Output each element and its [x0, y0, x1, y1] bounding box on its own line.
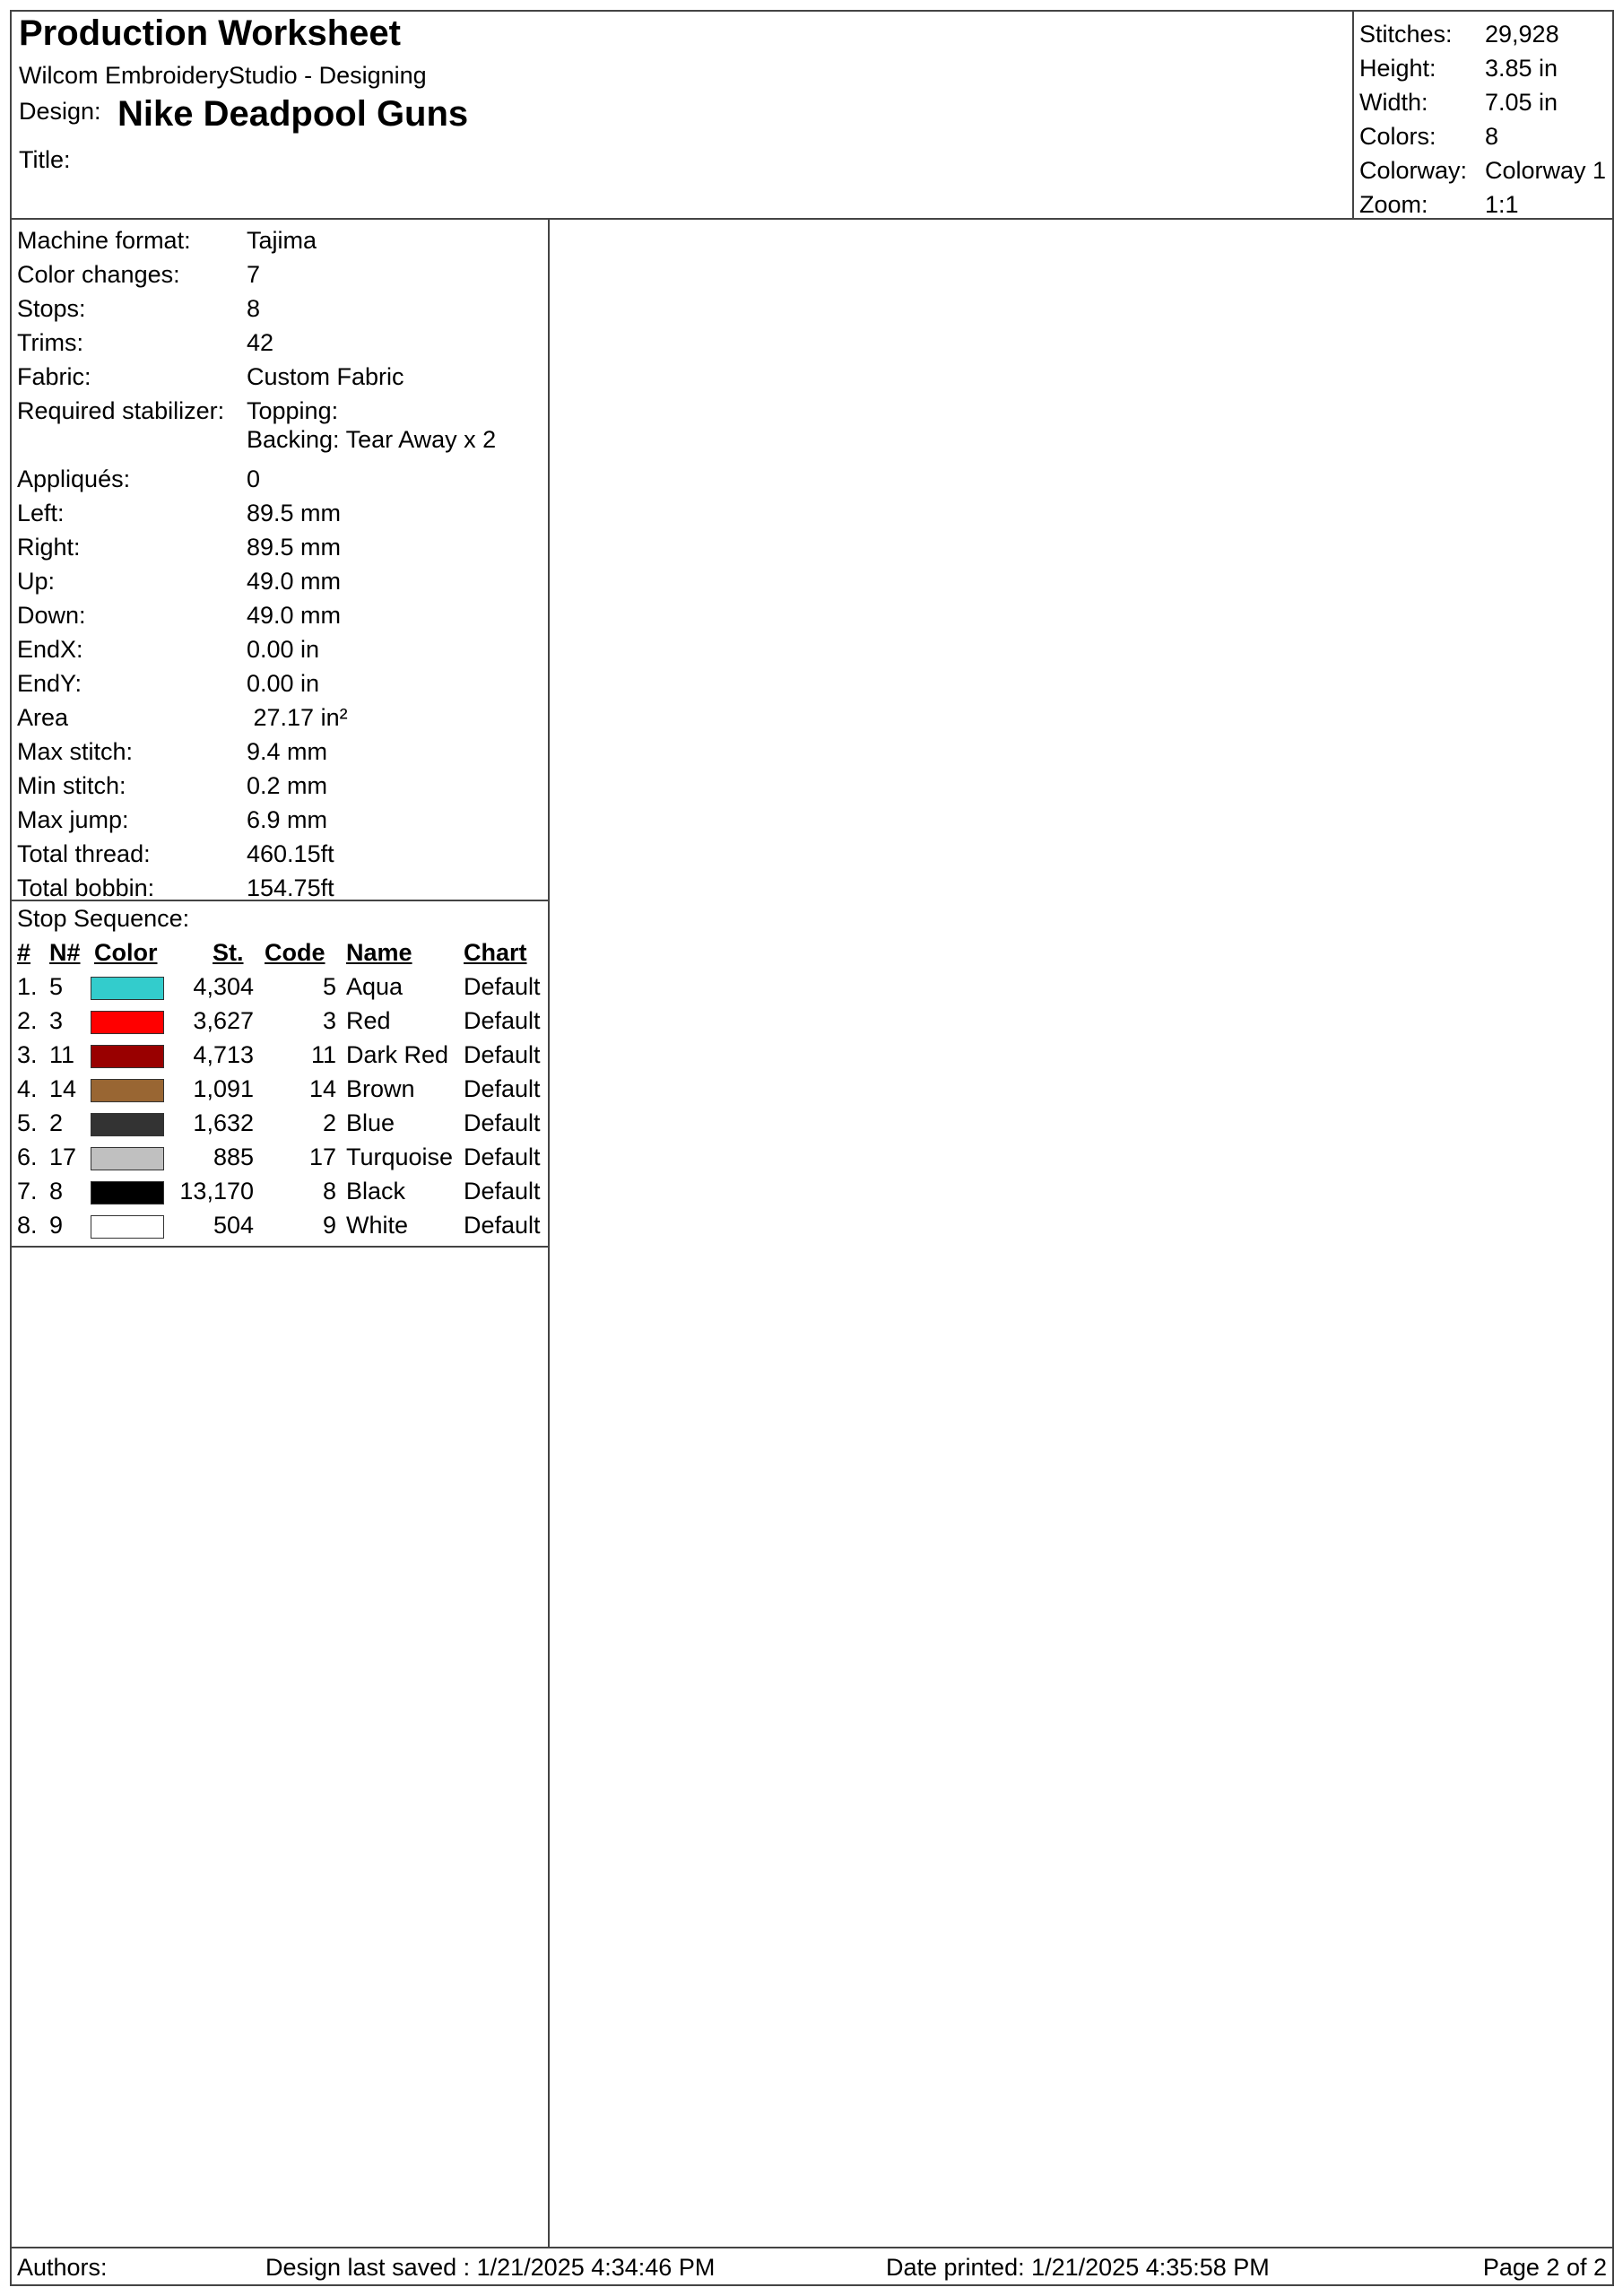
row-chart: Default [464, 1144, 541, 1170]
row-num: 7. [17, 1178, 38, 1205]
row-stitches: 4,713 [193, 1041, 254, 1068]
info-value: 9.4 mm [247, 738, 328, 765]
row-needle: 5 [49, 973, 64, 1000]
stats-panel [1352, 12, 1614, 218]
row-name: Red [346, 1007, 391, 1034]
info-label: Min stitch: [17, 772, 126, 799]
footer-date-printed: Date printed: 1/21/2025 4:35:58 PM [886, 2254, 1270, 2281]
row-needle: 9 [49, 1212, 64, 1239]
design-label: Design: [19, 98, 101, 125]
title-label: Title: [19, 146, 71, 173]
color-swatch [91, 1215, 164, 1239]
header-color: Color [94, 939, 158, 966]
row-needle: 3 [49, 1007, 64, 1034]
row-chart: Default [464, 1109, 541, 1136]
header-code: Code [265, 939, 325, 966]
stat-label: Colorway: [1359, 157, 1468, 184]
header-name: Name [346, 939, 412, 966]
row-num: 3. [17, 1041, 38, 1068]
info-value: 154.75ft [247, 874, 334, 901]
row-chart: Default [464, 973, 541, 1000]
info-value: Backing: Tear Away x 2 [247, 426, 497, 453]
row-num: 4. [17, 1075, 38, 1102]
info-label: Fabric: [17, 363, 91, 390]
row-name: Dark Red [346, 1041, 449, 1068]
row-code: 17 [308, 1144, 336, 1170]
color-swatch [91, 1011, 164, 1034]
row-chart: Default [464, 1041, 541, 1068]
info-label: Area [17, 704, 69, 731]
worksheet-footer [12, 2247, 1612, 2286]
stat-value: Colorway 1 [1485, 157, 1607, 184]
row-num: 8. [17, 1212, 38, 1239]
info-value: Tajima [247, 227, 317, 254]
table-row [12, 1144, 548, 1178]
stat-value: 3.85 in [1485, 55, 1558, 82]
color-swatch [91, 1079, 164, 1102]
info-value: 89.5 mm [247, 534, 342, 561]
row-code: 9 [322, 1212, 336, 1239]
info-value: 49.0 mm [247, 602, 342, 629]
table-row [12, 1109, 548, 1144]
header-num: # [17, 939, 31, 966]
row-code: 2 [322, 1109, 336, 1136]
footer-last-saved: Design last saved : 1/21/2025 4:34:46 PM [265, 2254, 716, 2281]
row-needle: 11 [49, 1041, 75, 1068]
info-label: Machine format: [17, 227, 191, 254]
row-stitches: 1,632 [193, 1109, 254, 1136]
info-label: Right: [17, 534, 81, 561]
info-value: 0 [247, 465, 261, 492]
info-label: EndX: [17, 636, 83, 663]
info-value: 8 [247, 295, 261, 322]
info-value: Topping: [247, 397, 339, 424]
footer-authors: Authors: [17, 2254, 108, 2281]
header-needle: N# [49, 939, 81, 966]
info-value: 0.00 in [247, 636, 320, 663]
info-label: Max stitch: [17, 738, 134, 765]
color-swatch [91, 1181, 164, 1205]
row-name: Brown [346, 1075, 415, 1102]
stat-label: Stitches: [1359, 21, 1453, 48]
info-value: 6.9 mm [247, 806, 328, 833]
info-label: Appliqués: [17, 465, 131, 492]
row-code: 5 [322, 973, 336, 1000]
table-row [12, 973, 548, 1007]
info-label: Total thread: [17, 840, 151, 867]
table-row [12, 1075, 548, 1109]
stop-sequence-title: Stop Sequence: [17, 905, 190, 932]
stat-value: 7.05 in [1485, 89, 1558, 116]
design-name: Nike Deadpool Guns [117, 94, 469, 134]
table-row [12, 1007, 548, 1041]
stat-label: Width: [1359, 89, 1428, 116]
stat-label: Height: [1359, 55, 1436, 82]
stat-label: Colors: [1359, 123, 1436, 150]
color-swatch [91, 1113, 164, 1136]
info-label: Total bobbin: [17, 874, 155, 901]
stat-value: 1:1 [1485, 191, 1519, 218]
info-value: 0.00 in [247, 670, 320, 697]
worksheet-header [12, 12, 1612, 220]
row-chart: Default [464, 1007, 541, 1034]
section-divider [12, 1246, 548, 1248]
row-code: 11 [310, 1041, 336, 1068]
info-value: 27.17 in² [247, 704, 348, 731]
stat-label: Zoom: [1359, 191, 1428, 218]
info-label: Stops: [17, 295, 86, 322]
app-name: Wilcom EmbroideryStudio - Designing [19, 62, 427, 89]
color-swatch [91, 1147, 164, 1170]
stat-value: 8 [1485, 123, 1499, 150]
row-chart: Default [464, 1212, 541, 1239]
row-num: 5. [17, 1109, 38, 1136]
details-column [12, 218, 550, 2247]
row-name: Blue [346, 1109, 395, 1136]
stat-value: 29,928 [1485, 21, 1559, 48]
color-swatch [91, 977, 164, 1000]
row-stitches: 13,170 [179, 1178, 254, 1205]
row-needle: 17 [49, 1144, 77, 1170]
color-swatch [91, 1045, 164, 1068]
row-stitches: 1,091 [193, 1075, 254, 1102]
row-chart: Default [464, 1075, 541, 1102]
info-value: 7 [247, 261, 261, 288]
info-label: EndY: [17, 670, 82, 697]
row-code: 3 [322, 1007, 336, 1034]
header-left [12, 12, 1352, 218]
row-stitches: 3,627 [193, 1007, 254, 1034]
footer-page-number: Page 2 of 2 [1482, 2254, 1607, 2281]
info-value: 49.0 mm [247, 568, 342, 595]
info-label: Down: [17, 602, 86, 629]
row-name: Aqua [346, 973, 404, 1000]
row-num: 2. [17, 1007, 38, 1034]
table-row [12, 1041, 548, 1075]
row-stitches: 4,304 [193, 973, 254, 1000]
row-name: Black [346, 1178, 406, 1205]
row-num: 1. [17, 973, 38, 1000]
section-divider [12, 900, 548, 901]
info-value: 42 [247, 329, 274, 356]
info-value: 460.15ft [247, 840, 334, 867]
table-row [12, 1212, 548, 1246]
header-chart: Chart [464, 939, 527, 966]
info-label: Required stabilizer: [17, 397, 225, 424]
info-value: 89.5 mm [247, 500, 342, 526]
worksheet-frame [10, 10, 1614, 2286]
row-code: 14 [308, 1075, 336, 1102]
row-chart: Default [464, 1178, 541, 1205]
header-stitches: St. [213, 939, 244, 966]
info-label: Left: [17, 500, 65, 526]
table-row [12, 1178, 548, 1212]
row-stitches: 504 [213, 1212, 254, 1239]
row-needle: 8 [49, 1178, 64, 1205]
row-name: White [346, 1212, 409, 1239]
row-num: 6. [17, 1144, 38, 1170]
info-value: Custom Fabric [247, 363, 404, 390]
row-needle: 14 [49, 1075, 77, 1102]
row-stitches: 885 [213, 1144, 254, 1170]
worksheet-title: Production Worksheet [19, 13, 401, 53]
info-label: Max jump: [17, 806, 129, 833]
row-name: Turquoise [346, 1144, 454, 1170]
info-label: Color changes: [17, 261, 180, 288]
row-needle: 2 [49, 1109, 64, 1136]
row-code: 8 [322, 1178, 336, 1205]
info-label: Up: [17, 568, 56, 595]
info-value: 0.2 mm [247, 772, 328, 799]
info-label: Trims: [17, 329, 83, 356]
